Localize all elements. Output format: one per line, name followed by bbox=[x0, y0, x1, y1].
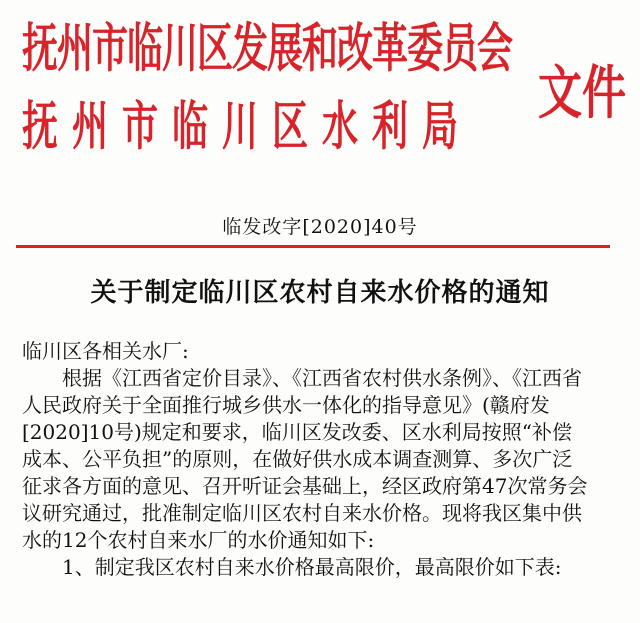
body-line: 根据《江西省定价目录》、《江西省农村供水条例》、《江西省 bbox=[62, 366, 582, 390]
body-line: 议研究通过，批准制定临川区农村自来水价格。现将我区集中供 bbox=[22, 501, 582, 525]
notice-body bbox=[22, 338, 622, 581]
salutation: 临川区各相关水厂: bbox=[22, 339, 189, 363]
body-line: 征求各方面的意见、召开听证会基础上，经区政府第47次常务会 bbox=[22, 474, 588, 498]
body-line: 水的12个农村自来水厂的水价通知如下: bbox=[22, 528, 375, 552]
body-line: [2020]10号)规定和要求，临川区发改委、区水利局按照“补偿 bbox=[22, 420, 572, 444]
issuing-org-line-2: 抚州市临川区水利局 bbox=[22, 96, 473, 158]
body-line: 人民政府关于全面推行城乡供水一体化的指导意见》(赣府发 bbox=[22, 393, 550, 417]
document-type-label: 文件 bbox=[538, 60, 626, 127]
document-header bbox=[0, 0, 640, 170]
document-number: 临发改字[2020]40号 bbox=[222, 216, 418, 238]
notice-title: 关于制定临川区农村自来水价格的通知 bbox=[90, 278, 550, 308]
red-divider-line bbox=[16, 245, 610, 248]
issuing-org-line-1: 抚州市临川区发展和改革委员会 bbox=[22, 18, 513, 80]
body-line: 成本、公平负担”的原则，在做好供水成本调查测算、多次广泛 bbox=[22, 447, 573, 471]
body-line: 1、制定我区农村自来水价格最高限价，最高限价如下表: bbox=[62, 555, 562, 579]
